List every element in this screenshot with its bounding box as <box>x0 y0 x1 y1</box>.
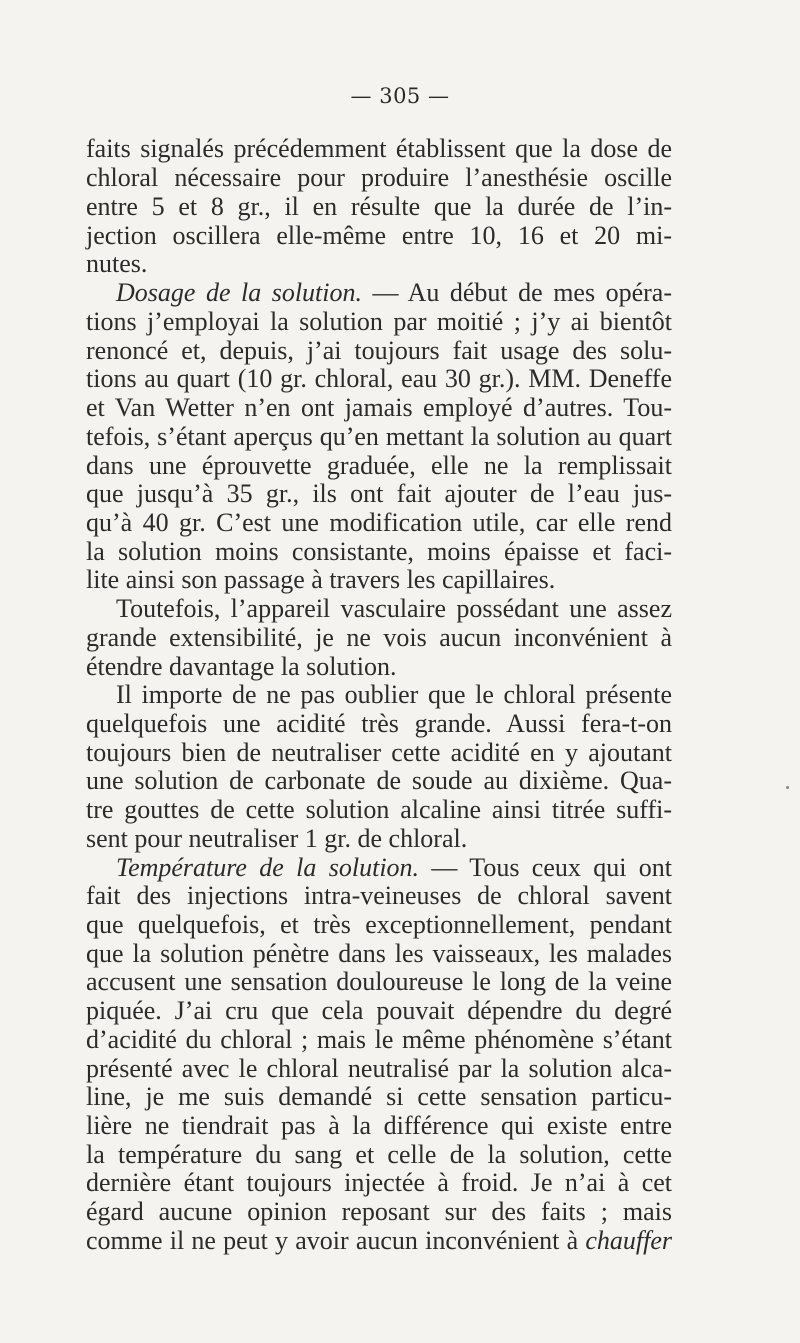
text-line-34: line, je me suis demandé si cette sensation particu- <box>86 1082 672 1111</box>
text-line-24: tre gouttes de cette solution alcaline ainsi titrée suffi- <box>86 795 672 824</box>
text-line-6: Dosage de la solution. — Au début de mes opéra- <box>116 278 672 307</box>
text-line-33: présenté avec le chloral neutralisé par la solution alca- <box>86 1054 672 1083</box>
text-line-26: Température de la solution. — Tous ceux qui ont <box>116 853 672 882</box>
text-line-1: faits signalés précédemment établissent que la dose de <box>86 134 672 163</box>
text-line-12: dans une éprouvette graduée, elle ne la remplissait <box>86 451 672 480</box>
text-line-8: renoncé et, depuis, j’ai toujours fait usage des solu- <box>86 336 672 365</box>
text-line-17: Toutefois, l’appareil vasculaire possédant une assez <box>116 594 672 623</box>
text-line-3: entre 5 et 8 gr., il en résulte que la durée de l’in- <box>86 192 672 221</box>
text-line-39: comme il ne peut y avoir aucun inconvénient à chauffer <box>86 1226 672 1255</box>
section-heading-dosage: Dosage de la solution. <box>116 278 363 307</box>
text-line-19: étendre davantage la solution. <box>86 652 397 681</box>
text-line-37: dernière étant toujours injectée à froid. Je n’ai à cet <box>86 1168 672 1197</box>
text-line-10: et Van Wetter n’en ont jamais employé d’autres. Tou- <box>86 393 672 422</box>
text-line-2: chloral nécessaire pour produire l’anesthésie oscille <box>86 163 672 192</box>
text-line-15: la solution moins consistante, moins épaisse et faci- <box>86 537 672 566</box>
text-line-36: la température du sang et celle de la solution, cette <box>86 1140 672 1169</box>
text-line-5: nutes. <box>86 249 148 278</box>
italic-word-chauffer: chauffer <box>585 1226 672 1255</box>
text-line-7: tions j’employai la solution par moitié ; j’y ai bientôt <box>86 307 672 336</box>
text-line-14: qu’à 40 gr. C’est une modification utile, car elle rend <box>86 508 672 537</box>
text-line-4: jection oscillera elle-même entre 10, 16 et 20 mi- <box>86 221 672 250</box>
text-line-16: lite ainsi son passage à travers les capillaires. <box>86 565 556 594</box>
text-line-22: toujours bien de neutraliser cette acidité en y ajoutant <box>86 738 672 767</box>
text-line-35: lière ne tiendrait pas à la différence qui existe entre <box>86 1111 672 1140</box>
text-line-38: égard aucune opinion reposant sur des faits ; mais <box>86 1197 672 1226</box>
text-line-28: que quelquefois, et très exceptionnellement, pendant <box>86 910 672 939</box>
text-line-21: quelquefois une acidité très grande. Aussi fera-t-on <box>86 709 672 738</box>
text-line-32: d’acidité du chloral ; mais le même phénomène s’étant <box>86 1025 672 1054</box>
text-line-20: Il importe de ne pas oublier que le chloral présente <box>116 680 672 709</box>
paper-speck <box>786 786 789 789</box>
text-line-9: tions au quart (10 gr. chloral, eau 30 gr.). MM. Deneffe <box>86 364 672 393</box>
text-line-13: que jusqu’à 35 gr., ils ont fait ajouter de l’eau jus- <box>86 479 672 508</box>
page-number: — 305 — <box>350 84 450 108</box>
text-line-29: que la solution pénètre dans les vaisseaux, les malades <box>86 939 672 968</box>
section-heading-temperature: Température de la solution. <box>116 853 420 882</box>
text-line-31: piquée. J’ai cru que cela pouvait dépendre du degré <box>86 996 672 1025</box>
text-line-27: fait des injections intra-veineuses de chloral savent <box>86 881 672 910</box>
text-line-23: une solution de carbonate de soude au dixième. Qua- <box>86 766 672 795</box>
text-line-11: tefois, s’étant aperçus qu’en mettant la solution au quart <box>86 422 672 451</box>
text-line-30: accusent une sensation douloureuse le long de la veine <box>86 967 672 996</box>
text-line-25: sent pour neutraliser 1 gr. de chloral. <box>86 824 468 853</box>
text-line-18: grande extensibilité, je ne vois aucun inconvénient à <box>86 623 672 652</box>
